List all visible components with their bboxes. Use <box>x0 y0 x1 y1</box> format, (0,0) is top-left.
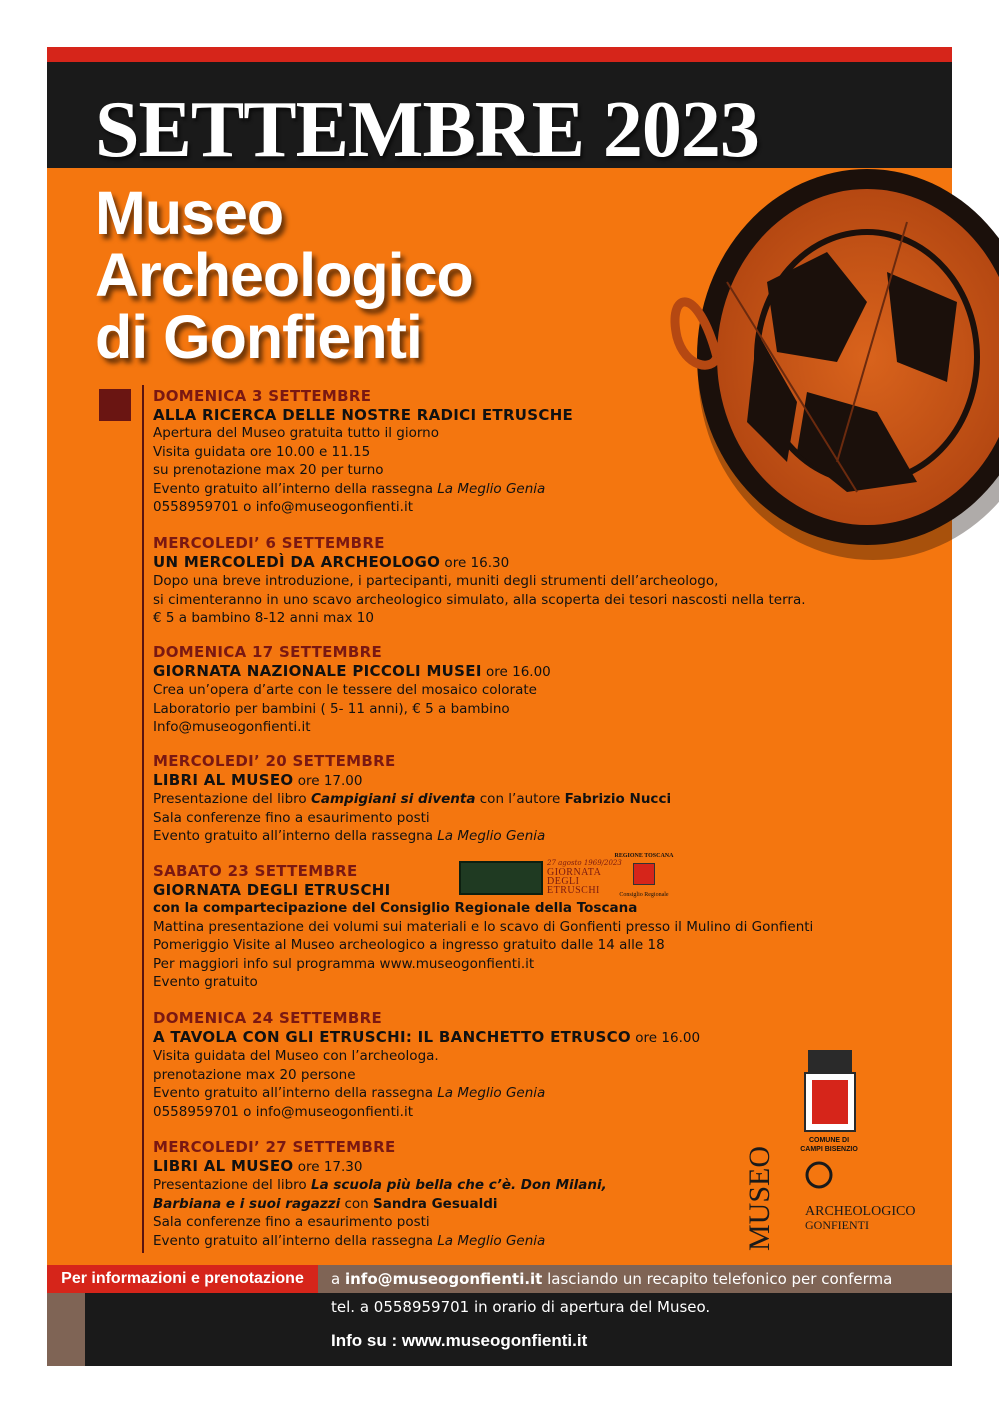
event-title <box>153 553 806 573</box>
logo-top-text: REGIONE TOSCANA <box>614 853 674 859</box>
event-text: Evento gratuito all’interno della rassegna <box>153 1232 438 1249</box>
rassegna-name: La Meglio Genia <box>437 480 546 497</box>
logo-text <box>792 1136 866 1154</box>
event-time: ore 16.30 <box>440 554 510 571</box>
giornata-etruschi-logo <box>459 859 622 897</box>
event-text: con l’autore <box>475 791 565 807</box>
event-date: MERCOLEDI’ 6 SETTEMBRE <box>153 534 385 552</box>
footer-label: Per informazioni e prenotazione <box>47 1265 318 1293</box>
event-line: € 5 a bambino 8-12 anni max 10 <box>153 610 374 626</box>
logo-circle-icon <box>807 1163 831 1187</box>
event-line <box>153 1176 607 1195</box>
footer-bottom <box>47 1293 952 1366</box>
event-contact[interactable]: Info@museogonfienti.it <box>153 719 311 735</box>
event-time: ore 16.00 <box>481 663 551 680</box>
event-text: Presentazione del libro <box>153 1177 311 1193</box>
event-time: ore 17.00 <box>293 772 363 789</box>
event-contact[interactable]: 0558959701 o info@museogonfienti.it <box>153 499 413 515</box>
logo-line1: ARCHEOLOGICO <box>805 1204 916 1219</box>
logo-name <box>547 868 601 895</box>
logo-name-line: ETRUSCHI <box>547 885 600 896</box>
campi-bisenzio-logo <box>792 1050 866 1155</box>
event-text: Evento gratuito all’interno della rassegna <box>153 1085 438 1101</box>
event-time: ore 16.00 <box>630 1029 701 1046</box>
poster <box>47 47 952 1366</box>
event-title-text: UN MERCOLEDÌ DA ARCHEOLOGO <box>153 552 441 571</box>
event-line: si cimenteranno in uno scavo archeologico simulato, alla scoperta dei tesori nascosti nella terra. <box>153 591 806 608</box>
logo-text-line: COMUNE DI <box>808 1137 850 1144</box>
rassegna-name: La Meglio Genia <box>437 828 546 844</box>
event-title <box>153 771 671 791</box>
shield-field <box>812 1080 848 1124</box>
event-item <box>153 534 806 628</box>
event-line: Dopo una breve introduzione, i partecipanti, muniti degli strumenti dell’archeologo, <box>153 573 719 589</box>
logo-name-line: DEGLI <box>547 876 580 887</box>
etruscan-kylix-image <box>657 162 967 562</box>
event-line: Visita guidata del Museo con l’archeologa. <box>153 1048 439 1064</box>
book-title: Campigiani si diventa <box>310 791 476 807</box>
event-title: ALLA RICERCA DELLE NOSTRE RADICI ETRUSCHE <box>153 405 574 424</box>
museum-title-line1: Museo <box>95 179 284 247</box>
event-item <box>153 1009 700 1121</box>
museum-title-line2: Archeologico <box>95 241 473 309</box>
event-text: Evento gratuito all’interno della rassegna <box>153 480 438 497</box>
footer-phone-text: tel. a 0558959701 in orario di apertura del Museo. <box>331 1298 711 1316</box>
logo-text-line: CAMPI BISENZIO <box>800 1146 858 1153</box>
footer-text: lasciando un recapito telefonico per conferma <box>542 1270 893 1288</box>
event-line: Sala conferenze fino a esaurimento posti <box>153 1214 430 1230</box>
rassegna-name: La Meglio Genia <box>437 1232 546 1249</box>
event-item <box>153 1138 607 1250</box>
event-title-text: A TAVOLA CON GLI ETRUSCHI: IL BANCHETTO ETRUSCO <box>153 1027 631 1046</box>
top-red-bar <box>47 47 952 62</box>
crown-icon <box>808 1050 852 1072</box>
event-subtitle: con la compartecipazione del Consiglio Regionale della Toscana <box>153 900 638 916</box>
author-name: Sandra Gesualdi <box>373 1195 498 1212</box>
event-title: GIORNATA DEGLI ETRUSCHI <box>153 880 391 899</box>
footer-contact-text <box>331 1265 892 1293</box>
etruscan-pattern-icon <box>459 861 543 895</box>
event-line <box>153 1195 607 1214</box>
event-date: MERCOLEDI’ 27 SETTEMBRE <box>153 1138 396 1156</box>
event-title-text: GIORNATA NAZIONALE PICCOLI MUSEI <box>153 661 482 680</box>
event-text: Evento gratuito all’interno della rassegna <box>153 828 438 844</box>
event-line: Per maggiori info sul programma www.museogonfienti.it <box>153 955 535 972</box>
bullet-marker <box>99 389 131 421</box>
event-item <box>153 752 671 846</box>
museum-title-line3: di Gonfienti <box>95 303 422 371</box>
logo-museo-word: MUSEO <box>743 1145 776 1251</box>
event-line: su prenotazione max 20 per turno <box>153 462 384 478</box>
event-line: Sala conferenze fino a esaurimento posti <box>153 809 430 826</box>
month-title: SETTEMBRE 2023 <box>95 86 759 174</box>
event-title-text: LIBRI AL MUSEO <box>153 1156 294 1175</box>
event-text: Presentazione del libro <box>153 791 311 807</box>
event-line: Apertura del Museo gratuita tutto il giorno <box>153 425 439 441</box>
event-item <box>153 643 551 737</box>
event-line <box>153 790 671 809</box>
coat-of-arms-icon <box>804 1072 856 1132</box>
event-line <box>153 827 671 846</box>
event-line: Evento gratuito <box>153 974 258 990</box>
logo-line2: GONFIENTI <box>805 1218 869 1232</box>
event-date: DOMENICA 24 SETTEMBRE <box>153 1009 383 1027</box>
header-bar <box>47 62 952 174</box>
logo-bottom-text: Consiglio Regionale <box>619 892 669 898</box>
event-contact[interactable]: 0558959701 o info@museogonfienti.it <box>153 1103 413 1120</box>
event-line: Mattina presentazione dei volumi sui materiali e lo scavo di Gonfienti presso il Mulino di Gonfienti <box>153 918 814 935</box>
event-line: Laboratorio per bambini ( 5- 11 anni), € 5 a bambino <box>153 700 510 717</box>
footer-text: a <box>331 1270 345 1288</box>
event-line: Crea un’opera d’arte con le tessere del mosaico colorate <box>153 682 537 698</box>
museum-title <box>95 179 473 371</box>
event-item <box>153 387 573 517</box>
event-line <box>153 480 573 499</box>
author-name: Fabrizio Nucci <box>564 791 672 807</box>
footer-info-bar <box>47 1265 952 1293</box>
event-title <box>153 1028 700 1048</box>
events-divider-line <box>142 385 144 1253</box>
rassegna-name: La Meglio Genia <box>437 1085 546 1101</box>
event-line: Pomeriggio Visite al Museo archeologico a ingresso gratuito dalle 14 alle 18 <box>153 937 665 953</box>
event-title-text: LIBRI AL MUSEO <box>153 770 294 789</box>
event-date: MERCOLEDI’ 20 SETTEMBRE <box>153 752 396 770</box>
event-text: con <box>340 1195 374 1212</box>
event-line: prenotazione max 20 persone <box>153 1066 356 1083</box>
footer-website-link[interactable]: Info su : www.museogonfienti.it <box>331 1331 588 1350</box>
pegasus-icon <box>633 863 655 885</box>
footer-email-link[interactable]: info@museogonfienti.it <box>344 1270 543 1288</box>
event-date: DOMENICA 17 SETTEMBRE <box>153 643 383 661</box>
book-title: Barbiana e i suoi ragazzi <box>153 1195 341 1212</box>
event-line <box>153 1084 700 1103</box>
book-title: La scuola più bella che c’è. Don Milani, <box>310 1177 607 1193</box>
event-line <box>153 1232 607 1251</box>
logo-date: 27 agosto 1969/2023 <box>547 859 622 867</box>
event-date: DOMENICA 3 SETTEMBRE <box>153 387 372 405</box>
event-line: Visita guidata ore 10.00 e 11.15 <box>153 443 371 460</box>
logo-name-line: GIORNATA <box>547 867 602 878</box>
event-title <box>153 1157 607 1177</box>
event-time: ore 17.30 <box>293 1158 363 1175</box>
event-date: SABATO 23 SETTEMBRE <box>153 862 358 880</box>
regione-toscana-logo <box>613 853 675 901</box>
event-title <box>153 662 551 682</box>
